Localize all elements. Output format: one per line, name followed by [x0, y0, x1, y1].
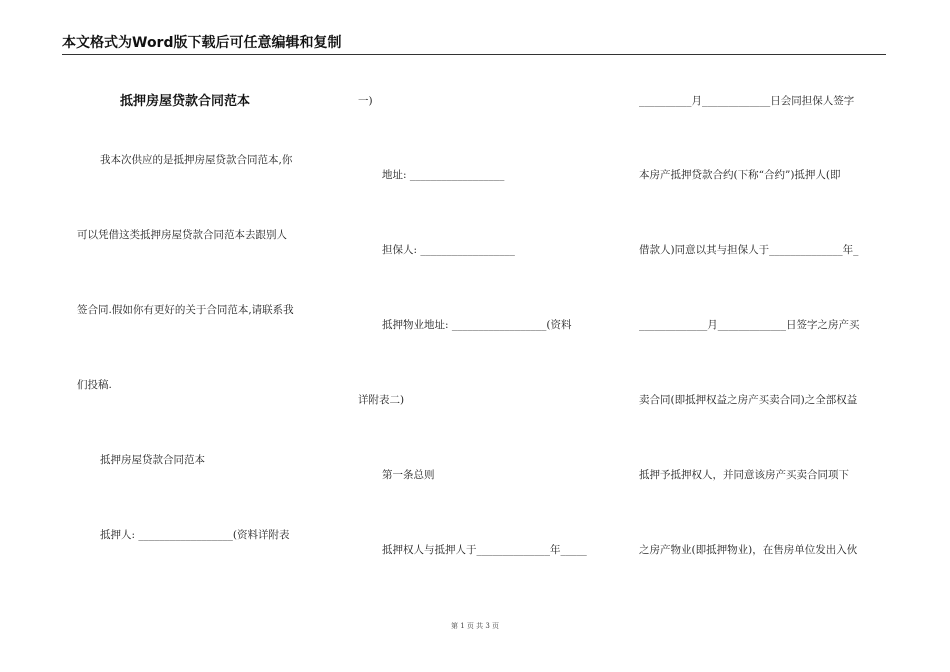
body-line: 们投稿. — [77, 379, 112, 391]
body-line: __________月_____________日会同担保人签字 — [639, 95, 855, 107]
header-title: 本文格式为Word版下载后可任意编辑和复制 — [62, 35, 342, 51]
body-line: 一) — [358, 95, 373, 107]
column-1 — [0, 0, 330, 672]
column-2 — [330, 0, 620, 672]
section-heading: 抵押房屋贷款合同范本 — [100, 454, 205, 466]
document-title: 抵押房屋贷款合同范本 — [120, 94, 251, 109]
body-line: 本房产抵押贷款合约(下称“合约”)抵押人(即 — [639, 169, 841, 181]
section-heading: 第一条总则 — [382, 469, 435, 481]
body-line: 抵押权人与抵押人于______________年_____ — [382, 544, 587, 556]
body-line: 地址: __________________ — [382, 169, 505, 181]
body-line: 卖合同(即抵押权益之房产买卖合同)之全部权益 — [639, 394, 858, 406]
body-line: 抵押人: __________________(资料详附表 — [100, 529, 290, 541]
column-3 — [620, 0, 910, 672]
body-line: 详附表二) — [358, 394, 405, 406]
body-line: _____________月_____________日签字之房产买 — [639, 319, 860, 331]
page-number: 第 1 页 共 3 页 — [450, 622, 500, 630]
body-line: 抵押予抵押权人，并同意该房产买卖合同项下 — [639, 469, 849, 481]
body-line: 之房产物业(即抵押物业)，在售房单位发出入伙 — [639, 544, 858, 556]
body-line: 借款人)同意以其与担保人于______________年_ — [639, 244, 859, 256]
body-line: 抵押物业地址: __________________(资料 — [382, 319, 572, 331]
body-line: 担保人: __________________ — [382, 244, 515, 256]
body-line: 可以凭借这类抵押房屋贷款合同范本去跟别人 — [77, 229, 287, 241]
body-line: 签合同.假如你有更好的关于合同范本,请联系我 — [77, 304, 294, 316]
body-line: 我本次供应的是抵押房屋贷款合同范本,你 — [100, 154, 293, 166]
